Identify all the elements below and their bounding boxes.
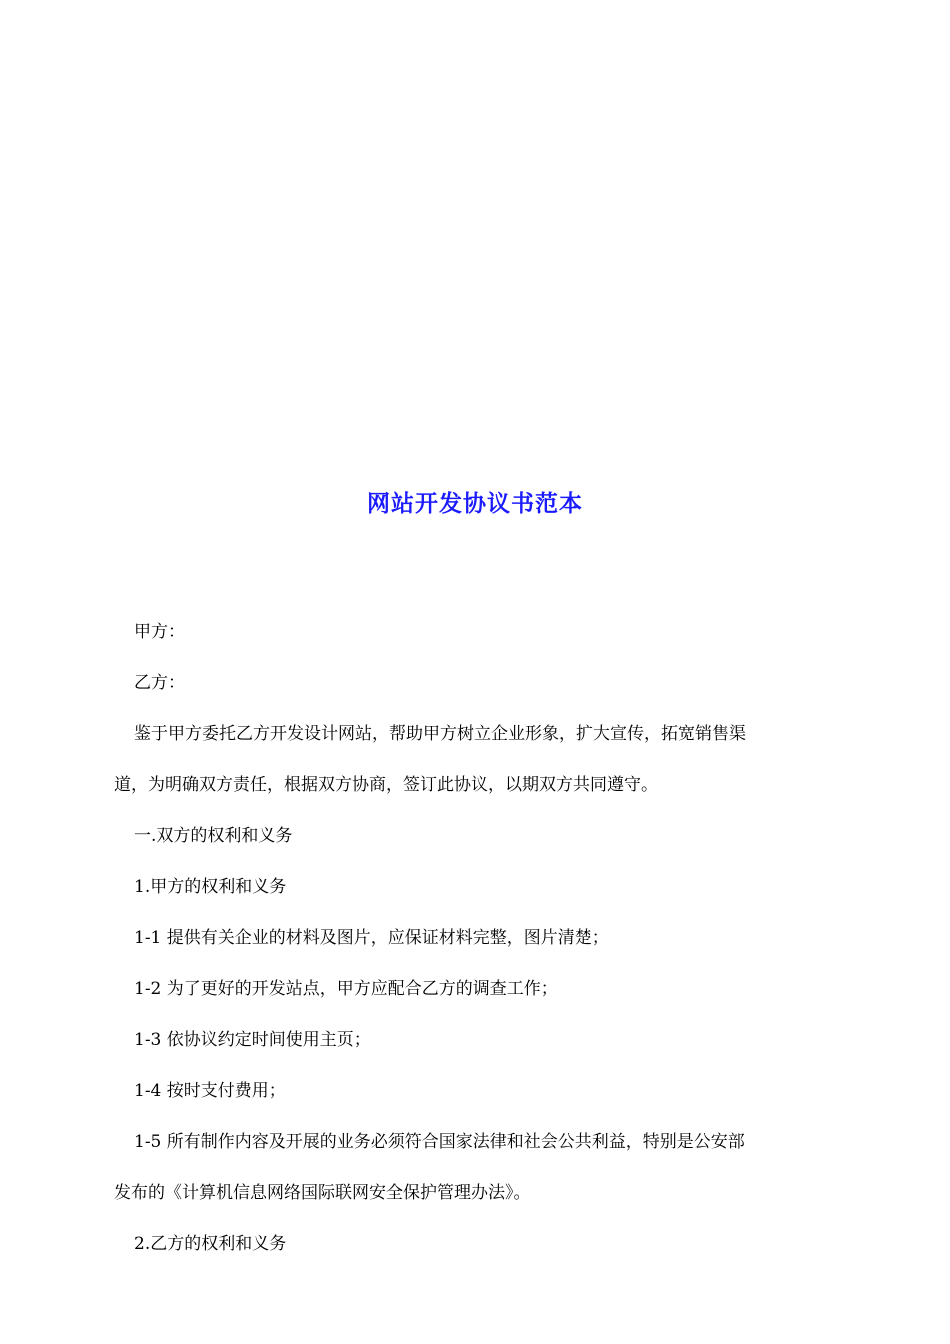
paragraph-line: 1-4 按时支付费用；	[134, 1081, 286, 1101]
paragraph-line: 1.甲方的权利和义务	[134, 877, 287, 897]
paragraph-line: 甲方：	[134, 622, 185, 642]
clause-item	[114, 1066, 838, 1117]
document-title: 网站开发协议书范本	[367, 490, 583, 517]
document-body	[114, 607, 838, 1270]
paragraph-line: 道，为明确双方责任，根据双方协商，签订此协议，以期双方共同遵守。	[114, 775, 658, 795]
clause-item	[114, 913, 838, 964]
paragraph-line: 发布的《计算机信息网络国际联网安全保护管理办法》。	[114, 1183, 531, 1203]
clause-item	[114, 1117, 838, 1219]
subsection-heading	[114, 862, 838, 913]
paragraph-line: 鉴于甲方委托乙方开发设计网站，帮助甲方树立企业形象，扩大宣传，拓宽销售渠	[134, 724, 746, 744]
paragraph-line: 乙方：	[134, 673, 185, 693]
paragraph-line: 一.双方的权利和义务	[134, 826, 293, 846]
party-b-line	[114, 658, 838, 709]
preamble-paragraph	[114, 709, 838, 811]
subsection-heading	[114, 1219, 838, 1270]
paragraph-line: 2.乙方的权利和义务	[134, 1234, 287, 1254]
paragraph-line: 1-1 提供有关企业的材料及图片，应保证材料完整，图片清楚；	[134, 928, 609, 948]
party-a-line	[114, 607, 838, 658]
section-heading	[114, 811, 838, 862]
paragraph-line: 1-5 所有制作内容及开展的业务必须符合国家法律和社会公共利益，特别是公安部	[134, 1132, 745, 1152]
clause-item	[114, 1015, 838, 1066]
paragraph-line: 1-2 为了更好的开发站点，甲方应配合乙方的调查工作；	[134, 979, 558, 999]
paragraph-line: 1-3 依协议约定时间使用主页；	[134, 1030, 371, 1050]
clause-item	[114, 964, 838, 1015]
